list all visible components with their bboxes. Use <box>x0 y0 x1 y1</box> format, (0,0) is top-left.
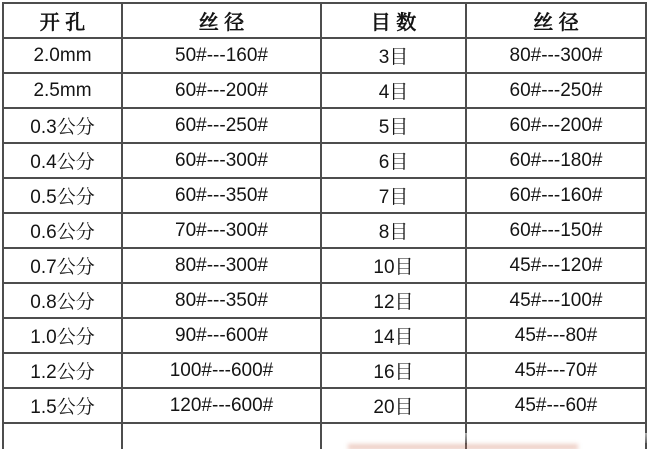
cell-wire-diameter-left: 50#---160# <box>122 38 321 73</box>
header-row <box>3 3 646 38</box>
table-row <box>3 388 646 423</box>
header-mesh-count: 目 数 <box>321 3 466 38</box>
cell-wire-diameter-right: 45#---100# <box>466 283 646 318</box>
cell-opening: 1.5公分 <box>3 388 122 423</box>
cell-mesh-count: 20目 <box>321 388 466 423</box>
cell-mesh-count: 8目 <box>321 213 466 248</box>
cell-wire-diameter-right: 45#---60# <box>466 388 646 423</box>
cell-wire-diameter-left <box>122 423 321 449</box>
cell-opening: 2.5mm <box>3 73 122 108</box>
cell-mesh-count: 16目 <box>321 353 466 388</box>
cell-wire-diameter-left: 70#---300# <box>122 213 321 248</box>
cell-wire-diameter-left: 60#---350# <box>122 178 321 213</box>
cell-wire-diameter-left: 80#---300# <box>122 248 321 283</box>
cell-opening: 1.0公分 <box>3 318 122 353</box>
cell-opening: 0.4公分 <box>3 143 122 178</box>
cell-wire-diameter-left: 100#---600# <box>122 353 321 388</box>
cell-mesh-count: 4目 <box>321 73 466 108</box>
table-row <box>3 318 646 353</box>
partial-cutoff-row <box>3 423 646 449</box>
table-row <box>3 248 646 283</box>
cell-wire-diameter-right <box>466 423 646 449</box>
cell-wire-diameter-right: 45#---80# <box>466 318 646 353</box>
cell-wire-diameter-left: 60#---300# <box>122 143 321 178</box>
cell-opening: 0.6公分 <box>3 213 122 248</box>
cell-mesh-count: 5目 <box>321 108 466 143</box>
header-wire-diameter-left: 丝 径 <box>122 3 321 38</box>
cell-wire-diameter-right: 60#---180# <box>466 143 646 178</box>
cell-wire-diameter-right: 60#---200# <box>466 108 646 143</box>
cell-wire-diameter-right: 60#---250# <box>466 73 646 108</box>
table-row <box>3 108 646 143</box>
cell-opening: 0.3公分 <box>3 108 122 143</box>
cell-wire-diameter-right: 60#---150# <box>466 213 646 248</box>
cell-opening: 0.7公分 <box>3 248 122 283</box>
cell-mesh-count: 7目 <box>321 178 466 213</box>
cell-opening: 1.2公分 <box>3 353 122 388</box>
cell-wire-diameter-right: 45#---70# <box>466 353 646 388</box>
cell-opening <box>3 423 122 449</box>
cell-wire-diameter-right: 45#---120# <box>466 248 646 283</box>
header-opening: 开 孔 <box>3 3 122 38</box>
mesh-spec-table <box>2 2 647 449</box>
cell-mesh-count <box>321 423 466 449</box>
table-row <box>3 38 646 73</box>
cell-wire-diameter-right: 60#---160# <box>466 178 646 213</box>
cell-mesh-count: 14目 <box>321 318 466 353</box>
cell-wire-diameter-left: 80#---350# <box>122 283 321 318</box>
cell-mesh-count: 10目 <box>321 248 466 283</box>
table-row <box>3 213 646 248</box>
header-wire-diameter-right: 丝 径 <box>466 3 646 38</box>
cell-opening: 0.5公分 <box>3 178 122 213</box>
cell-mesh-count: 6目 <box>321 143 466 178</box>
cell-wire-diameter-left: 60#---200# <box>122 73 321 108</box>
table-row <box>3 73 646 108</box>
cell-wire-diameter-left: 90#---600# <box>122 318 321 353</box>
cell-mesh-count: 3目 <box>321 38 466 73</box>
table-row <box>3 353 646 388</box>
cell-wire-diameter-right: 80#---300# <box>466 38 646 73</box>
table-row <box>3 143 646 178</box>
cell-opening: 0.8公分 <box>3 283 122 318</box>
cell-wire-diameter-left: 60#---250# <box>122 108 321 143</box>
cell-wire-diameter-left: 120#---600# <box>122 388 321 423</box>
cell-mesh-count: 12目 <box>321 283 466 318</box>
table-row <box>3 283 646 318</box>
table-row <box>3 178 646 213</box>
cell-opening: 2.0mm <box>3 38 122 73</box>
